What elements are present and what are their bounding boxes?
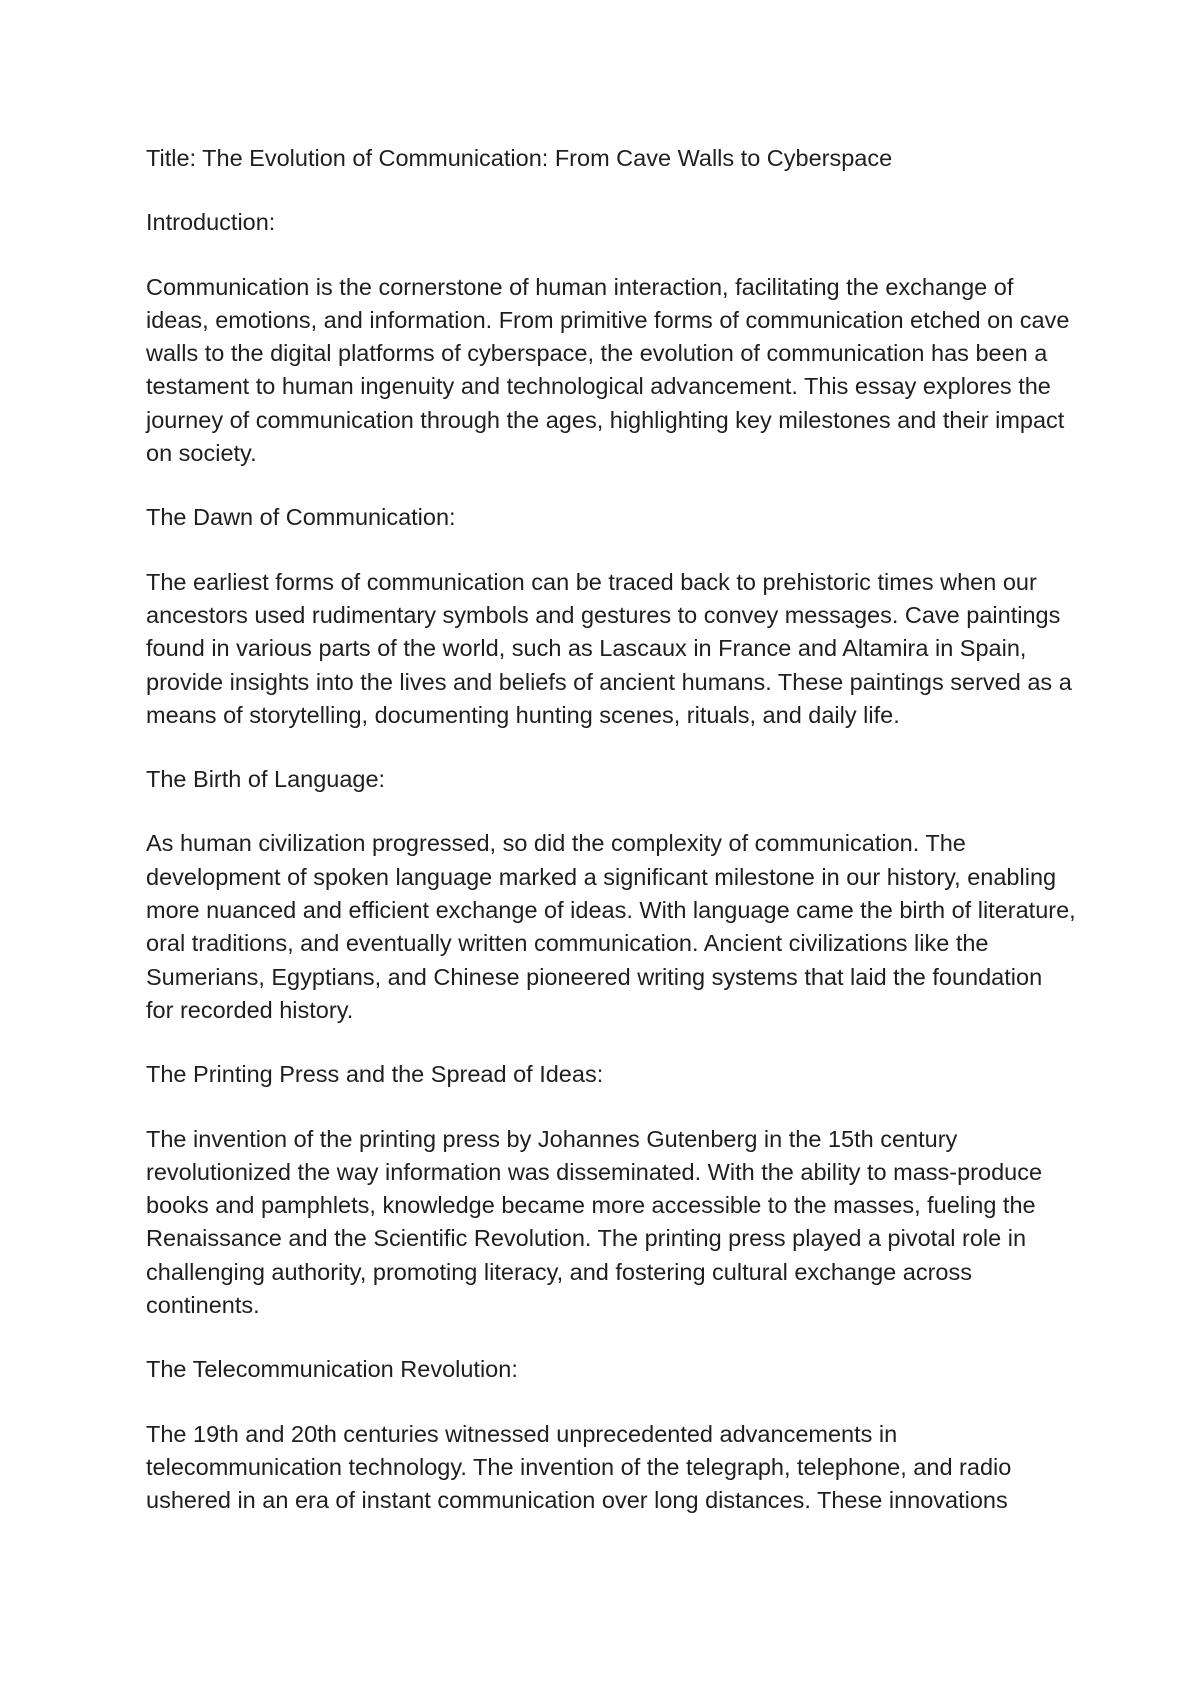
section-heading-dawn: The Dawn of Communication: bbox=[146, 504, 456, 531]
section-heading-introduction: Introduction: bbox=[146, 209, 276, 236]
section-body-printing: The invention of the printing press by Johannes Gutenberg in the 15th century revolutionized the way information was disseminated. With the ability to mass-produce books and pamphlets, knowledge became more accessible to the masses, fueling the Renaissance and the Scientific Revolution. The printing press played a pivotal role in challenging authority, promoting literacy, and fostering cultural exchange across continents. bbox=[146, 1125, 1043, 1319]
section-body-telecom: The 19th and 20th centuries witnessed unprecedented advancements in telecommunication technology. The invention of the telegraph, telephone, and radio ushered in an era of instant communication over long distances. These innovations bbox=[146, 1420, 1012, 1514]
section-body-language: As human civilization progressed, so did the complexity of communication. The development of spoken language marked a significant milestone in our history, enabling more nuanced and efficient exchange of ideas. With language came the birth of literature, oral traditions, and eventually written communication. Ancient civilizations like the Sumerians, Egyptians, and Chinese pioneered writing systems that laid the foundation for recorded history. bbox=[146, 830, 1076, 1023]
document-page bbox=[146, 142, 1076, 1549]
section-body-dawn: The earliest forms of communication can be traced back to prehistoric times when our ancestors used rudimentary symbols and gestures to convey messages. Cave paintings found in various parts of the world, such as Lascaux in France and Altamira in Spain, provide insights into the lives and beliefs of ancient humans. These paintings served as a means of storytelling, documenting hunting scenes, rituals, and daily life. bbox=[146, 568, 1072, 728]
document-title: Title: The Evolution of Communication: From Cave Walls to Cyberspace bbox=[146, 145, 893, 171]
section-heading-telecom: The Telecommunication Revolution: bbox=[146, 1356, 518, 1383]
section-heading-language: The Birth of Language: bbox=[146, 766, 386, 793]
section-body-introduction: Communication is the cornerstone of human interaction, facilitating the exchange of ideas, emotions, and information. From primitive forms of communication etched on cave walls to the digital platforms of cyberspace, the evolution of communication has been a testament to human ingenuity and technological advancement. This essay explores the journey of communication through the ages, highlighting key milestones and their impact on society. bbox=[146, 273, 1070, 467]
section-heading-printing: The Printing Press and the Spread of Ideas: bbox=[146, 1061, 604, 1088]
